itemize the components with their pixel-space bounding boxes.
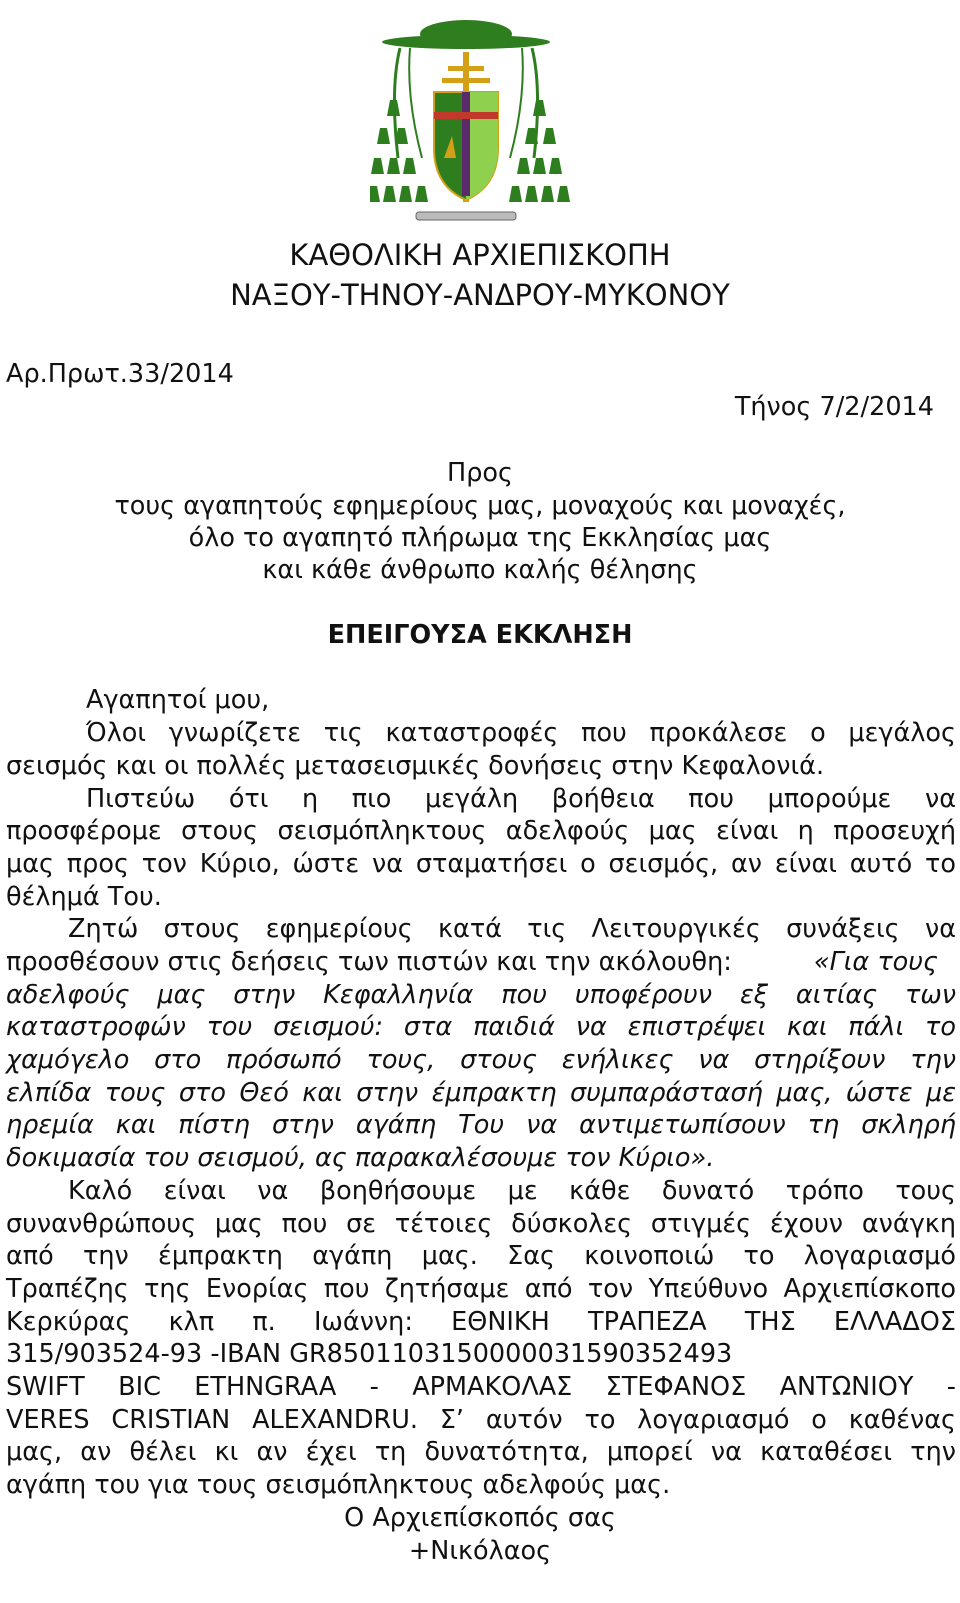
body-line: SWIFT BIC ETHNGRAA - ΑΡΜΑΚΟΛΑΣ ΣΤΕΦΑΝΟΣ ΑΝΤΩΝΙΟΥ - bbox=[6, 1372, 956, 1402]
body-line-italic: χαμόγελο στο πρόσωπό τους, στους ενήλικες να στηρίξουν την bbox=[6, 1045, 956, 1075]
body-line: θέλημά Του. bbox=[6, 882, 162, 912]
salutation: Αγαπητοί μου, bbox=[86, 685, 270, 715]
body-line: Τραπέζης της Ενορίας που ζητήσαμε από τον Υπεύθυνο Αρχιεπίσκοπο bbox=[6, 1274, 956, 1304]
body-line: σεισμός και οι πολλές μετασεισμικές δονήσεις στην Κεφαλονιά. bbox=[6, 751, 825, 781]
body-line: μας προς τον Κύριο, ώστε να σταματήσει ο σεισμός, αν είναι αυτό το bbox=[6, 849, 956, 879]
body-line-italic: δοκιμασία του σεισμού, ας παρακαλέσουμε τον Κύριο». bbox=[6, 1143, 715, 1173]
body-line: Καλό είναι να βοηθήσουμε με κάθε δυνατό τρόπο τους bbox=[68, 1176, 956, 1206]
signature: +Νικόλαος bbox=[408, 1536, 552, 1566]
body-line: συνανθρώπους μας που σε τέτοιες δύσκολες στιγμές έχουν ανάγκη bbox=[6, 1209, 956, 1239]
body-line: μας, αν θέλει κι αν έχει τη δυνατότητα, μπορεί να καταθέσει την bbox=[6, 1437, 956, 1467]
archbishop-coat-of-arms-icon bbox=[370, 8, 582, 230]
body-line: Κερκύρας κλπ π. Ιωάννη: ΕΘΝΙΚΗ ΤΡΑΠΕΖΑ ΤΗΣ ΕΛΛΑΔΟΣ bbox=[6, 1307, 956, 1337]
body-line: 315/903524-93 -IBAN GR8501103150000031590352493 bbox=[6, 1339, 733, 1369]
body-line-italic: ηρεμία και πίστη στην αγάπη Του να αντιμετωπίσουν τη σκληρή bbox=[6, 1110, 956, 1140]
recipient-line: τους αγαπητούς εφημερίους μας, μοναχούς και μοναχές, bbox=[114, 491, 846, 521]
recipient-line: Προς bbox=[447, 458, 513, 488]
protocol-number: Αρ.Πρωτ.33/2014 bbox=[6, 359, 234, 389]
closing: Ο Αρχιεπίσκοπός σας bbox=[344, 1503, 616, 1533]
recipient-line: και κάθε άνθρωπο καλής θέλησης bbox=[262, 555, 698, 585]
body-line: Ζητώ στους εφημερίους κατά τις Λειτουργικές συνάξεις να bbox=[68, 914, 956, 944]
body-line-italic: αδελφούς μας στην Κεφαλληνία που υποφέρουν εξ αιτίας των bbox=[6, 980, 956, 1010]
organization-name-line1: ΚΑΘΟΛΙΚΗ ΑΡΧΙΕΠΙΣΚΟΠΗ bbox=[289, 238, 671, 272]
body-line: αγάπη του για τους σεισμόπληκτους αδελφούς μας. bbox=[6, 1470, 671, 1500]
body-line: από την έμπρακτη αγάπη μας. Σας κοινοποιώ το λογαριασμό bbox=[6, 1241, 956, 1271]
place-date: Τήνος 7/2/2014 bbox=[734, 392, 934, 422]
body-line: VERES CRISTIAN ALEXANDRU. Σ’ αυτόν το λογαριασμό ο καθένας bbox=[6, 1405, 956, 1435]
body-line: προσφέρομε στους σεισμόπληκτους αδελφούς μας είναι η προσευχή bbox=[6, 816, 956, 846]
body-line-italic: «Για τους bbox=[813, 947, 938, 977]
letter-heading: ΕΠΕΙΓΟΥΣΑ ΕΚΚΛΗΣΗ bbox=[327, 620, 633, 650]
recipient-line: όλο το αγαπητό πλήρωμα της Εκκλησίας μας bbox=[188, 523, 772, 553]
body-line-italic: καταστροφών του σεισμού: στα παιδιά να επιστρέψει και πάλι το bbox=[6, 1012, 956, 1042]
body-line: προσθέσουν στις δεήσεις των πιστών και την ακόλουθη: bbox=[6, 947, 732, 977]
body-line: Όλοι γνωρίζετε τις καταστροφές που προκάλεσε ο μεγάλος bbox=[86, 718, 956, 748]
body-line: Πιστεύω ότι η πιο μεγάλη βοήθεια που μπορούμε να bbox=[86, 784, 956, 814]
body-line-italic: ελπίδα τους στο Θεό και στην έμπρακτη συμπαράστασή μας, ώστε με bbox=[6, 1078, 956, 1108]
organization-name-line2: ΝΑΞΟΥ-ΤΗΝΟΥ-ΑΝΔΡΟΥ-ΜΥΚΟΝΟΥ bbox=[230, 278, 730, 312]
